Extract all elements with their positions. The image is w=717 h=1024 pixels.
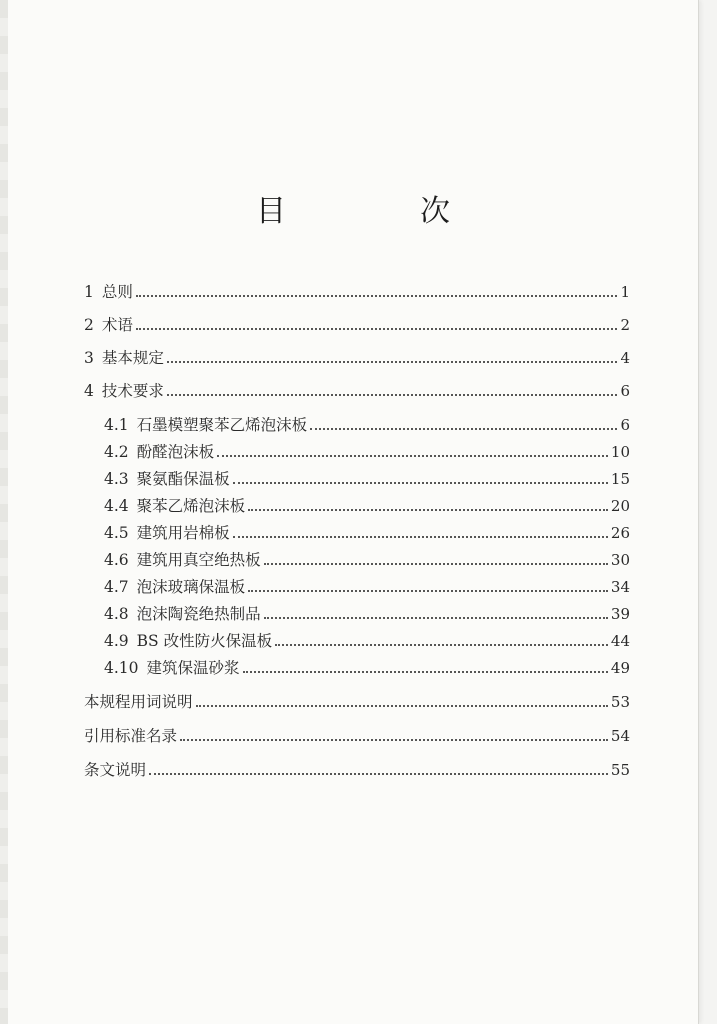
toc-entry-page: 49 (610, 659, 630, 677)
toc-entry-page: 2 (620, 316, 630, 334)
toc-entry-page: 55 (610, 761, 630, 779)
toc-entry-title: 本规程用词说明 (84, 693, 193, 711)
toc-leader-dots (275, 644, 608, 646)
toc-entry-page: 6 (620, 382, 630, 400)
toc-entry-number: 4.3 (104, 470, 129, 488)
toc-entry-title: 基本规定 (101, 349, 164, 367)
toc-entry[interactable] (84, 686, 630, 712)
toc-leader-dots (233, 536, 608, 538)
toc-leader-dots (310, 428, 617, 430)
toc-entry-title: 聚氨酯保温板 (136, 470, 230, 488)
toc-entry-page: 10 (610, 443, 630, 461)
toc-entry-number: 4.2 (104, 443, 129, 461)
toc-entry-number: 4.1 (104, 416, 129, 434)
toc-entry-page: 4 (620, 349, 630, 367)
toc-entry[interactable] (104, 490, 630, 516)
toc-entry-title: 泡沫陶瓷绝热制品 (136, 605, 261, 623)
toc-entry-title: 条文说明 (84, 761, 147, 779)
toc-entry[interactable] (104, 517, 630, 543)
toc-entry-title: 术语 (101, 316, 133, 334)
toc-entry-page: 53 (610, 693, 630, 711)
toc-entry-page: 54 (610, 727, 630, 745)
toc-leader-dots (248, 590, 608, 592)
toc-entry-number: 4.7 (104, 578, 129, 596)
toc-entry-title: BS 改性防火保温板 (136, 632, 273, 650)
toc-entry-title: 建筑保温砂浆 (146, 659, 240, 677)
toc-entry-title: 建筑用岩棉板 (136, 524, 230, 542)
toc-entry[interactable] (104, 652, 630, 678)
toc-entry[interactable] (104, 571, 630, 597)
toc-entry-number: 4.5 (104, 524, 129, 542)
page-title: 目 次 (256, 194, 502, 229)
toc-entry[interactable] (84, 754, 630, 780)
toc-entry-page: 6 (620, 416, 630, 434)
toc-leader-dots (167, 361, 618, 363)
toc-entry-title: 聚苯乙烯泡沫板 (136, 497, 246, 515)
toc-entry-title: 泡沫玻璃保温板 (136, 578, 246, 596)
toc-leader-dots (248, 509, 608, 511)
toc-entry-page: 20 (610, 497, 630, 515)
toc-entry[interactable] (104, 598, 630, 624)
toc-entry-page: 34 (610, 578, 630, 596)
toc-leader-dots (264, 563, 608, 565)
toc-entry-page: 26 (610, 524, 630, 542)
toc-entry-page: 30 (610, 551, 630, 569)
toc-entry[interactable] (84, 342, 630, 368)
toc-entry[interactable] (104, 625, 630, 651)
toc-entry[interactable] (104, 463, 630, 489)
toc-entry-number: 4.4 (104, 497, 129, 515)
toc-entry-number: 4.6 (104, 551, 129, 569)
toc-entry-page: 44 (610, 632, 630, 650)
toc-leader-dots (196, 705, 608, 707)
toc-leader-dots (217, 455, 608, 457)
toc-leader-dots (136, 295, 618, 297)
toc-entry-number: 4.9 (104, 632, 129, 650)
toc-entry-page: 15 (610, 470, 630, 488)
toc-entry-number: 4.10 (104, 659, 139, 677)
toc-leader-dots (233, 482, 608, 484)
toc-entry-title: 酚醛泡沫板 (136, 443, 215, 461)
toc-entry-title: 建筑用真空绝热板 (136, 551, 261, 569)
toc-entry[interactable] (84, 309, 630, 335)
toc-entry[interactable] (104, 544, 630, 570)
toc-entry-number: 4 (84, 382, 94, 400)
toc-leader-dots (136, 328, 618, 330)
toc-entry-number: 3 (84, 349, 94, 367)
toc-entry-page: 39 (610, 605, 630, 623)
toc-entry-number: 1 (84, 283, 94, 301)
toc-leader-dots (167, 394, 618, 396)
toc-entry[interactable] (84, 276, 630, 302)
toc-entry-title: 技术要求 (101, 382, 164, 400)
toc-leader-dots (149, 773, 608, 775)
toc-leader-dots (243, 671, 608, 673)
toc-entry-title: 总则 (101, 283, 133, 301)
toc-entry[interactable] (104, 436, 630, 462)
toc-entry-title: 石墨模塑聚苯乙烯泡沫板 (136, 416, 308, 434)
toc-leader-dots (180, 739, 608, 741)
toc-entry-number: 4.8 (104, 605, 129, 623)
toc-entry[interactable] (104, 409, 630, 435)
toc-leader-dots (264, 617, 608, 619)
toc-entry-page: 1 (620, 283, 630, 301)
page-binding-edge (0, 0, 8, 1024)
toc-entry[interactable] (84, 375, 630, 401)
toc-entry-number: 2 (84, 316, 94, 334)
toc-entry[interactable] (84, 720, 630, 746)
toc-entry-title: 引用标准名录 (84, 727, 178, 745)
